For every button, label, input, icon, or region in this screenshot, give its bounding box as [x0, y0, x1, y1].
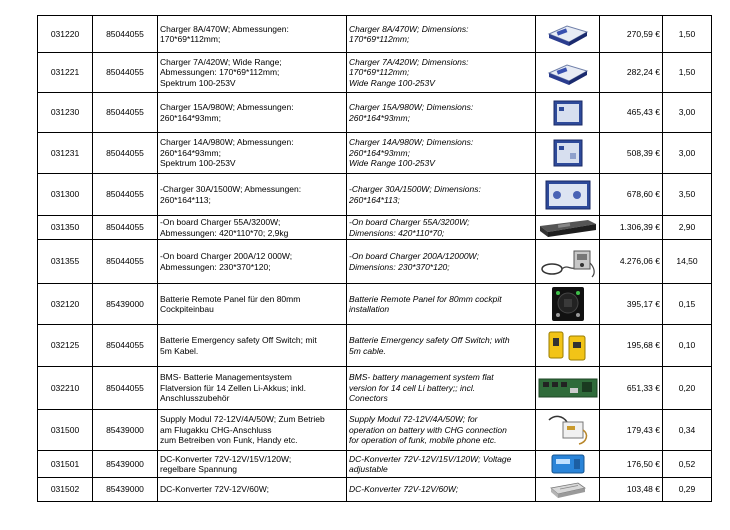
remote-panel-image: [550, 285, 586, 323]
description-de: Charger 7A/420W; Wide Range; Abmessungen: 170*69*112mm; Spektrum 100-253V: [160, 56, 282, 88]
tariff-number: 85044055: [93, 325, 158, 367]
price: 651,33 €: [600, 367, 663, 410]
table-row: [38, 478, 712, 502]
description-en: DC-Konverter 72V-12V/15V/120W; Voltage adjustable: [349, 453, 512, 474]
article-number: 031350: [38, 216, 93, 240]
description-en: -On board Charger 200A/12000W; Dimensions: 230*370*120;: [349, 251, 479, 272]
tariff-number: 85439000: [93, 451, 158, 478]
description-de: BMS- Batterie Managementsystem Flatversion für 14 Zellen Li-Akkus; inkl. Anschlusszubehör: [160, 372, 306, 404]
weight: 3,50: [663, 174, 712, 216]
table-row: [38, 240, 712, 284]
tariff-number: 85044055: [93, 367, 158, 410]
description-en: Supply Modul 72-12V/4A/50W; for operation on battery with CHG connection for operation of funk, mobile phone etc.: [349, 414, 507, 446]
price: 508,39 €: [600, 133, 663, 174]
article-number: 031221: [38, 53, 93, 93]
charger-small-image: [545, 59, 591, 87]
description-de: Supply Modul 72-12V/4A/50W; Zum Betrieb am Flugakku CHG-Anschluss zum Betreiben von Funk, Handy etc.: [160, 414, 325, 446]
description-en: Charger 8A/470W; Dimensions: 170*69*112mm;: [349, 23, 469, 44]
tariff-number: 85044055: [93, 174, 158, 216]
tariff-number: 85044055: [93, 93, 158, 133]
description-en: Charger 7A/420W; Dimensions: 170*69*112mm; Wide Range 100-253V: [349, 56, 469, 88]
tariff-number: 85439000: [93, 284, 158, 325]
tariff-number: 85439000: [93, 478, 158, 502]
description-en: Charger 15A/980W; Dimensions: 260*164*93mm;: [349, 102, 474, 123]
table-row: [38, 216, 712, 240]
supply-module-image: [545, 412, 591, 448]
charger-large-image: [543, 178, 593, 212]
tariff-number: 85044055: [93, 53, 158, 93]
tariff-number: 85044055: [93, 133, 158, 174]
table-row: [38, 174, 712, 216]
onboard-charger-image: [538, 218, 598, 238]
price: 1.306,39 €: [600, 216, 663, 240]
description-de: -On board Charger 200A/12 000W; Abmessungen: 230*370*120;: [160, 251, 293, 272]
tariff-number: 85044055: [93, 16, 158, 53]
price: 195,68 €: [600, 325, 663, 367]
description-de: -On board Charger 55A/3200W; Abmessungen: 420*110*70; 2,9kg: [160, 217, 289, 238]
weight: 14,50: [663, 240, 712, 284]
price: 4.276,06 €: [600, 240, 663, 284]
weight: 0,29: [663, 478, 712, 502]
price: 176,50 €: [600, 451, 663, 478]
price: 270,59 €: [600, 16, 663, 53]
article-number: 031220: [38, 16, 93, 53]
description-de: Batterie Emergency safety Off Switch; mit 5m Kabel.: [160, 335, 317, 356]
price: 179,43 €: [600, 410, 663, 451]
price: 678,60 €: [600, 174, 663, 216]
article-number: 032120: [38, 284, 93, 325]
description-de: -Charger 30A/1500W; Abmessungen: 260*164*113;: [160, 184, 302, 205]
description-de: Batterie Remote Panel für den 80mm Cockpiteinbau: [160, 293, 301, 314]
charger-small-image: [545, 20, 591, 48]
article-number: 031355: [38, 240, 93, 284]
description-en: DC-Konverter 72V-12V/60W;: [349, 484, 459, 495]
description-en: BMS- battery management system flat version for 14 cell Li battery;; incl. Conectors: [349, 372, 494, 404]
table-row: [38, 410, 712, 451]
bms-board-image: [538, 376, 598, 400]
price: 395,17 €: [600, 284, 663, 325]
description-de: Charger 14A/980W; Abmessungen: 260*164*93mm; Spektrum 100-253V: [160, 137, 294, 169]
weight: 0,20: [663, 367, 712, 410]
dc-converter-blue-image: [550, 453, 586, 475]
table-row: [38, 451, 712, 478]
article-number: 031501: [38, 451, 93, 478]
description-de: DC-Konverter 72V-12V/60W;: [160, 484, 269, 495]
description-de: Charger 15A/980W; Abmessungen: 260*164*93mm;: [160, 102, 294, 123]
weight: 0,10: [663, 325, 712, 367]
description-en: Charger 14A/980W; Dimensions: 260*164*93mm; Wide Range 100-253V: [349, 137, 474, 169]
onboard-charger-200a-image: [538, 243, 598, 281]
description-de: DC-Konverter 72V-12V/15V/120W; regelbare Spannung: [160, 453, 292, 474]
emergency-switch-image: [543, 328, 593, 364]
weight: 3,00: [663, 133, 712, 174]
description-en: -On board Charger 55A/3200W; Dimensions: 420*110*70;: [349, 217, 470, 238]
article-number: 031231: [38, 133, 93, 174]
price: 282,24 €: [600, 53, 663, 93]
charger-box-image: [550, 98, 586, 128]
weight: 0,15: [663, 284, 712, 325]
weight: 3,00: [663, 93, 712, 133]
description-en: Batterie Emergency safety Off Switch; with 5m cable.: [349, 335, 510, 356]
tariff-number: 85044055: [93, 216, 158, 240]
weight: 1,50: [663, 16, 712, 53]
weight: 0,52: [663, 451, 712, 478]
article-number: 032125: [38, 325, 93, 367]
table-row: [38, 367, 712, 410]
price: 465,43 €: [600, 93, 663, 133]
article-number: 031500: [38, 410, 93, 451]
article-number: 031502: [38, 478, 93, 502]
description-en: Batterie Remote Panel for 80mm cockpit installation: [349, 293, 502, 314]
description-de: Charger 8A/470W; Abmessungen: 170*69*112mm;: [160, 23, 289, 44]
product-table: [37, 15, 712, 502]
tariff-number: 85044055: [93, 240, 158, 284]
price: 103,48 €: [600, 478, 663, 502]
table-row: [38, 53, 712, 93]
description-en: -Charger 30A/1500W; Dimensions: 260*164*113;: [349, 184, 481, 205]
weight: 2,90: [663, 216, 712, 240]
table-row: [38, 133, 712, 174]
dc-converter-silver-image: [548, 480, 588, 500]
article-number: 031230: [38, 93, 93, 133]
article-number: 032210: [38, 367, 93, 410]
table-row: [38, 325, 712, 367]
weight: 0,34: [663, 410, 712, 451]
tariff-number: 85439000: [93, 410, 158, 451]
table-row: [38, 93, 712, 133]
weight: 1,50: [663, 53, 712, 93]
table-row: [38, 16, 712, 53]
charger-box-image: [550, 137, 586, 169]
table-row: [38, 284, 712, 325]
article-number: 031300: [38, 174, 93, 216]
